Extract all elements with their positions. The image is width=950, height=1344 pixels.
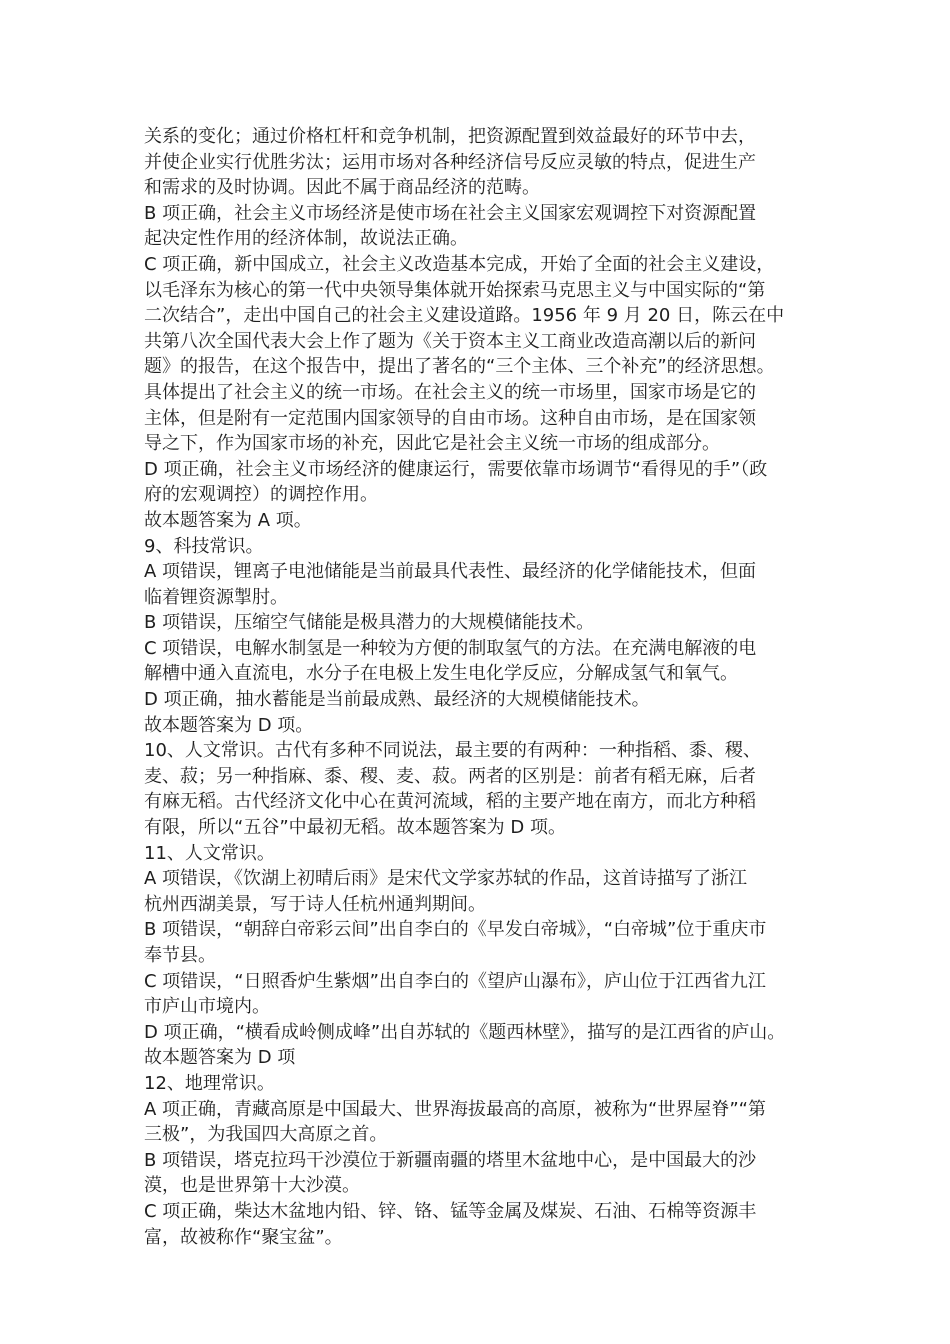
text-line: C 项错误，电解水制氢是一种较为方便的制取氢气的方法。在充满电解液的电 [144,637,757,659]
text-line: 主体，但是附有一定范围内国家领导的自由市场。这种自由市场，是在国家领 [144,407,756,429]
text-line: D 项正确，社会主义市场经济的健康运行，需要依靠市场调节“看得见的手”（政 [144,458,768,480]
text-line: 有限，所以“五谷”中最初无稻。故本题答案为 D 项。 [144,817,566,839]
text-line: 起决定性作用的经济体制，故说法正确。 [144,228,468,250]
text-line: 三极”，为我国四大高原之首。 [144,1124,388,1146]
text-line: 府的宏观调控）的调控作用。 [144,484,378,506]
text-line: 有麻无稻。古代经济文化中心在黄河流域，稻的主要产地在南方，而北方种稻 [144,791,756,813]
text-line: A 项错误，锂离子电池储能是当前最具代表性、最经济的化学储能技术，但面 [144,561,757,583]
text-line: 关系的变化；通过价格杠杆和竞争机制，把资源配置到效益最好的环节中去， [144,126,756,147]
text-line: 解槽中通入直流电，水分子在电极上发生电化学反应，分解成氢气和氧气。 [144,663,738,685]
text-line: A 项正确，青藏高原是中国最大、世界海拔最高的高原，被称为“世界屋脊”“第 [144,1098,767,1120]
text-line: 漠，也是世界第十大沙漠。 [144,1175,360,1197]
text-line: 共第八次全国代表大会上作了题为《关于资本主义工商业改造高潮以后的新问 [144,330,756,352]
text-line: 11、人文常识。 [144,842,275,864]
text-line: 故本题答案为 A 项。 [144,509,312,531]
text-line: 二次结合”，走出中国自己的社会主义建设道路。1956 年 9 月 20 日，陈云在中 [144,305,785,327]
text-line: C 项正确，新中国成立，社会主义改造基本完成，开始了全面的社会主义建设， [144,253,775,275]
text-line: 题》的报告，在这个报告中，提出了著名的“三个主体、三个补充”的经济思想。 [144,356,775,378]
text-line: 市庐山市境内。 [144,996,270,1018]
text-line: C 项正确，柴达木盆地内铅、锌、铬、锰等金属及煤炭、石油、石棉等资源丰 [144,1200,757,1222]
text-line: 导之下，作为国家市场的补充，因此它是社会主义统一市场的组成部分。 [144,433,720,455]
document-body [144,124,820,1250]
text-line: 并使企业实行优胜劣汰；运用市场对各种经济信号反应灵敏的特点，促进生产 [144,151,756,173]
text-line: 9、科技常识。 [144,535,264,557]
text-line: B 项正确，社会主义市场经济是使市场在社会主义国家宏观调控下对资源配置 [144,202,757,224]
text-line: B 项错误，压缩空气储能是极具潜力的大规模储能技术。 [144,612,595,634]
text-line: B 项错误，塔克拉玛干沙漠位于新疆南疆的塔里木盆地中心，是中国最大的沙 [144,1149,757,1171]
text-line: 奉节县。 [144,945,216,966]
text-line: 临着锂资源掣肘。 [144,586,288,608]
text-line: C 项错误，“日照香炉生紫烟”出自李白的《望庐山瀑布》，庐山位于江西省九江 [144,970,766,992]
text-line: 富，故被称作“聚宝盆”。 [144,1226,343,1248]
text-line: 故本题答案为 D 项 [144,1047,296,1069]
text-line: 12、地理常识。 [144,1072,275,1094]
text-line: B 项错误，“朝辞白帝彩云间”出自李白的《早发白帝城》，“白帝城”位于重庆市 [144,919,767,941]
text-line: A 项错误，《饮湖上初晴后雨》是宋代文学家苏轼的作品，这首诗描写了浙江 [144,868,748,890]
text-line: D 项正确，抽水蓄能是当前最成熟、最经济的大规模储能技术。 [144,689,650,711]
text-line: 麦、菽；另一种指麻、黍、稷、麦、菽。两者的区别是：前者有稻无麻，后者 [144,765,756,787]
text-line: 故本题答案为 D 项。 [144,714,314,736]
text-line: 杭州西湖美景，写于诗人任杭州通判期间。 [144,893,486,915]
text-line: D 项正确，“横看成岭侧成峰”出自苏轼的《题西林壁》，描写的是江西省的庐山。 [144,1021,786,1043]
text-line: 和需求的及时协调。因此不属于商品经济的范畴。 [144,177,540,199]
text-line: 具体提出了社会主义的统一市场。在社会主义的统一市场里，国家市场是它的 [144,381,756,403]
text-line: 以毛泽东为核心的第一代中央领导集体就开始探索马克思主义与中国实际的“第 [144,279,766,301]
text-line: 10、人文常识。古代有多种不同说法，最主要的有两种：一种指稻、黍、稷、 [144,740,761,762]
